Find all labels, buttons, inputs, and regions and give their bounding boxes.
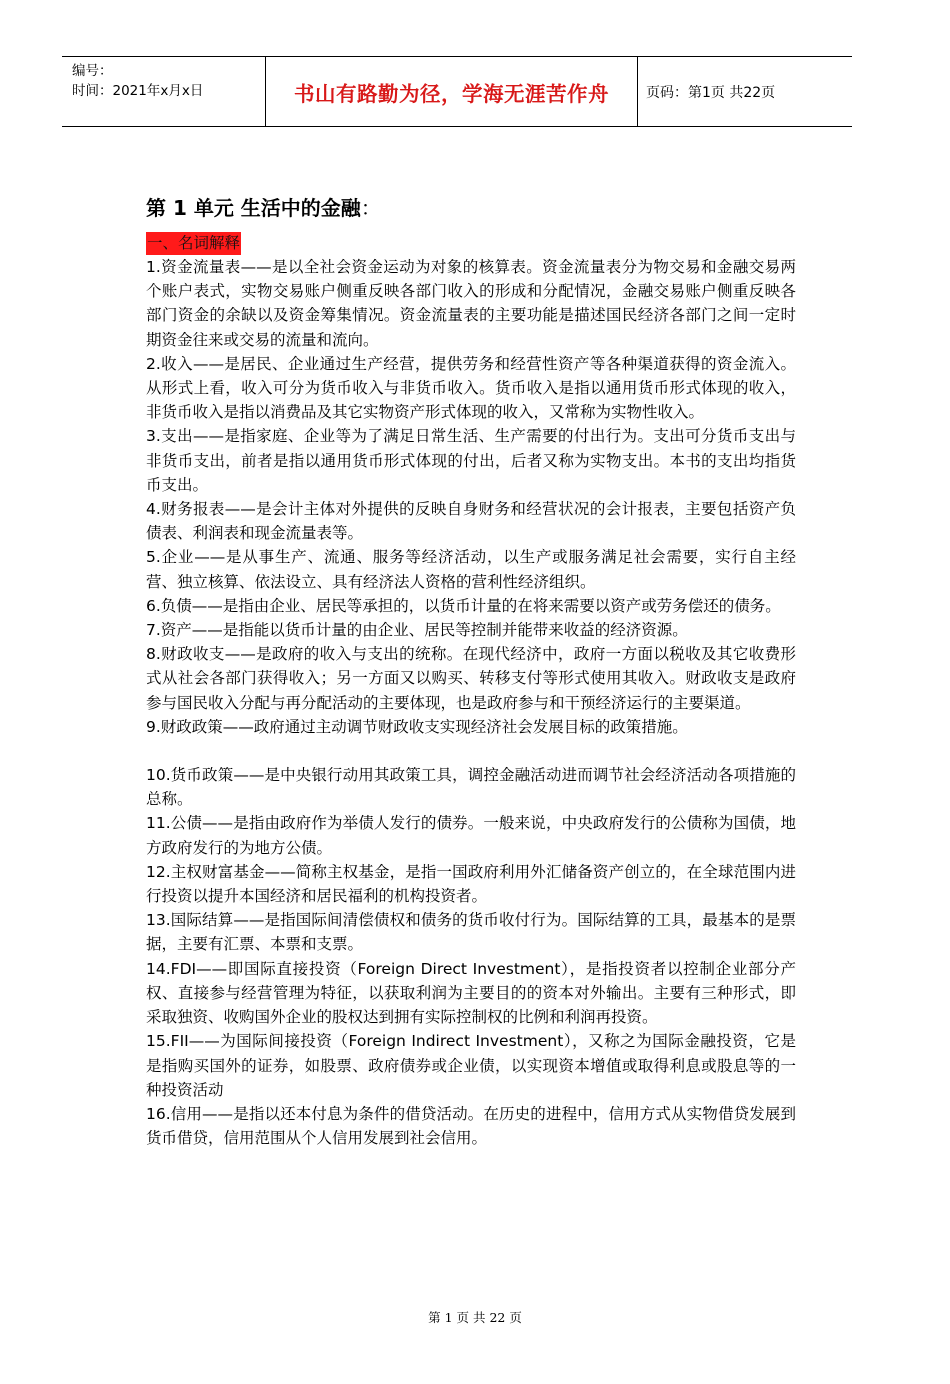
- term-entry: 3.支出——是指家庭、企业等为了满足日常生活、生产需要的付出行为。支出可分货币支出与非货币支出，前者是指以通用货币形式体现的付出，后者又称为实物支出。本书的支出均指货币支出。: [146, 427, 796, 494]
- header-time-label: 时间：2021年x月x日: [72, 83, 204, 99]
- term-entry: 14.FDI——即国际直接投资（Foreign Direct Investment），是指投资者以控制企业部分产权、直接参与经营管理为特征，以获取利润为主要目的的资本对外输出。主要有三种形式，即采取独资、收购国外企业的股权达到拥有实际控制权的比例和利润再投资。: [146, 959, 796, 1027]
- unit-title-colon: ：: [360, 196, 381, 220]
- term-entry: 7.资产——是指能以货币计量的由企业、居民等控制并能带来收益的经济资源。: [146, 621, 688, 640]
- section-heading-highlighted: 一、名词解释: [146, 232, 241, 255]
- term-entry: 9.财政政策——政府通过主动调节财政收支实现经济社会发展目标的政策措施。: [146, 717, 688, 736]
- unit-title-text: 第 1 单元 生活中的金融: [146, 196, 361, 220]
- header-page-info: 页码：第1页 共22页: [646, 84, 776, 101]
- term-entry: 10.货币政策——是中央银行动用其政策工具，调控金融活动进而调节社会经济活动各项措施的总称。: [146, 766, 796, 809]
- term-entry: 1.资金流量表——是以全社会资金运动为对象的核算表。资金流量表分为物交易和金融交易两个账户表式，实物交易账户侧重反映各部门收入的形成和分配情况，金融交易账户侧重反映各部门资金的余缺以及资金筹集情况。资金流量表的主要功能是描述国民经济各部门之间一定时期资金往来或交易的流量和流向。: [146, 258, 796, 349]
- term-entry: 4.财务报表——是会计主体对外提供的反映自身财务和经营状况的会计报表，主要包括资产负债表、利润表和现金流量表等。: [146, 500, 796, 543]
- header-number-label: 编号：: [72, 63, 113, 79]
- term-entry: 5.企业——是从事生产、流通、服务等经济活动，以生产或服务满足社会需要，实行自主经营、独立核算、依法设立、具有经济法人资格的营利性经济组织。: [146, 548, 796, 591]
- document-body: [146, 194, 796, 1150]
- unit-title: [146, 194, 796, 222]
- page-header: [62, 56, 852, 127]
- header-motto: 书山有路勤为径，学海无涯苦作舟: [265, 57, 638, 126]
- term-entry: 11.公债——是指由政府作为举债人发行的债券。一般来说，中央政府发行的公债称为国债，地方政府发行的为地方公债。: [146, 814, 796, 857]
- term-entry: 8.财政收支——是政府的收入与支出的统称。在现代经济中，政府一方面以税收及其它收费形式从社会各部门获得收入；另一方面又以购买、转移支付等形式使用其收入。财政收支是政府参与国民收入分配与再分配活动的主要体现，也是政府参与和干预经济运行的主要渠道。: [146, 645, 796, 712]
- term-entry: 12.主权财富基金——简称主权基金，是指一国政府利用外汇储备资产创立的，在全球范围内进行投资以提升本国经济和居民福利的机构投资者。: [146, 862, 796, 906]
- term-entry: 15.FII——为国际间接投资（Foreign Indirect Investment），又称之为国际金融投资，它是是指购买国外的证券，如股票、政府债券或企业债，以实现资本增值或取得利息或股息等的一种投资活动: [146, 1032, 796, 1099]
- blank-line: [146, 739, 796, 763]
- page-footer: 第 1 页 共 22 页: [428, 1310, 522, 1325]
- term-entry: 13.国际结算——是指国际间清偿债权和债务的货币收付行为。国际结算的工具，最基本的是票据，主要有汇票、本票和支票。: [146, 911, 796, 954]
- term-entry: 16.信用——是指以还本付息为条件的借贷活动。在历史的进程中，信用方式从实物借贷发展到货币借贷，信用范围从个人信用发展到社会信用。: [146, 1104, 796, 1148]
- term-entry: 6.负债——是指由企业、居民等承担的，以货币计量的在将来需要以资产或劳务偿还的债务。: [146, 596, 781, 615]
- term-entry: 2.收入——是居民、企业通过生产经营，提供劳务和经营性资产等各种渠道获得的资金流入。从形式上看，收入可分为货币收入与非货币收入。货币收入是指以通用货币形式体现的收入，非货币收入是指以消费品及其它实物资产形式体现的收入，又常称为实物性收入。: [146, 354, 796, 422]
- header-meta: [62, 57, 265, 126]
